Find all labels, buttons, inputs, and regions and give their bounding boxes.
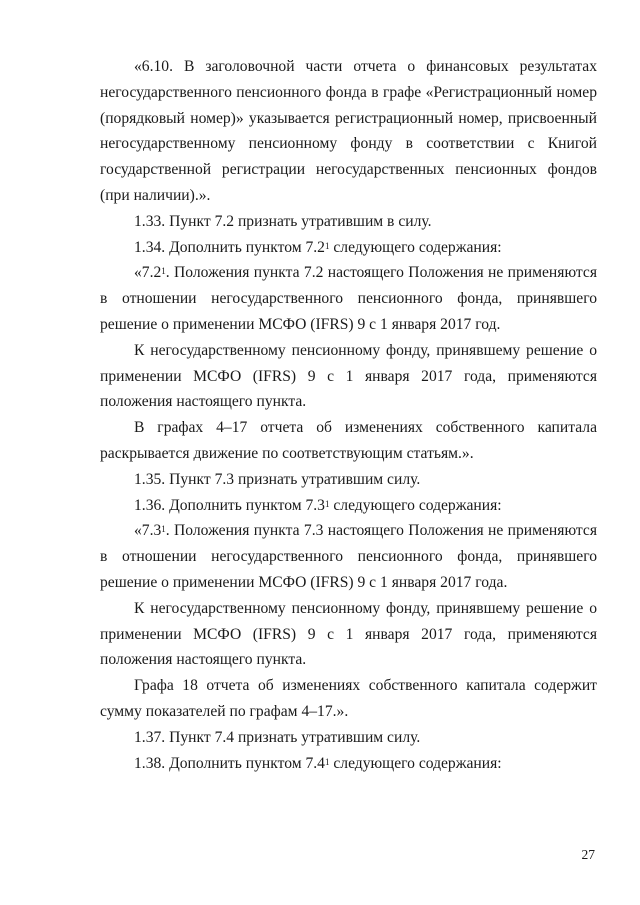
paragraph-text: К негосударственному пенсионному фонду, принявшему решение о применении МСФО (IFRS) 9 с 1 января 2017 года, применяются положения настоящего пункта. — [100, 599, 597, 669]
paragraph-text: 1.35. Пункт 7.3 признать утратившим силу. — [134, 470, 421, 488]
superscript: 1 — [161, 524, 166, 535]
paragraph-text: «7.2 — [134, 264, 162, 282]
paragraph-text-continued: . Положения пункта 7.3 настоящего Положения не применяются в отношении негосударственного пенсионного фонда, принявшего решение о применении МСФО (IFRS) 9 с 1 января 2017 года. — [100, 522, 597, 591]
paragraph-7-2-1 — [100, 260, 597, 337]
paragraph-text: 1.34. Дополнить пунктом 7.2 — [134, 238, 325, 256]
superscript: 1 — [324, 498, 330, 509]
paragraph-1-33 — [100, 209, 597, 235]
paragraph-1-34 — [100, 235, 597, 261]
superscript: 1 — [324, 240, 330, 251]
paragraph-text: 1.37. Пункт 7.4 признать утратившим силу. — [134, 728, 421, 746]
paragraph-ifrs-7-2 — [100, 338, 597, 415]
paragraph-text-continued: . Положения пункта 7.2 настоящего Положения не применяются в отношении негосударственного пенсионного фонда, принявшего решение о применении МСФО (IFRS) 9 с 1 января 2017 год. — [100, 264, 597, 333]
paragraph-ifrs-7-3 — [100, 596, 597, 673]
page-number: 27 — [581, 847, 595, 862]
paragraph-text-continued: следующего содержания: — [329, 238, 502, 256]
paragraph-text: К негосударственному пенсионному фонду, принявшему решение о применении МСФО (IFRS) 9 с 1 января 2017 года, применяются положения настоящего пункта. — [100, 341, 597, 411]
paragraph-1-37 — [100, 725, 597, 751]
paragraph-1-36 — [100, 493, 597, 519]
paragraph-6-10 — [100, 54, 597, 209]
paragraph-text: «6.10. В заголовочной части отчета о финансовых результатах негосударственного пенсионного фонда в графе «Регистрационный номер (порядковый номер)» указывается регистрационный номер, присвоенный негосударственному пенсионному фонду в соответствии с Книгой государственной регистрации негосударственных пенсионных фондов (при наличии).». — [100, 58, 597, 204]
document-body — [100, 54, 597, 776]
paragraph-text: Графа 18 отчета об изменениях собственного капитала содержит сумму показателей по графам 4–17.». — [100, 677, 597, 720]
superscript: 1 — [324, 756, 330, 767]
paragraph-text-continued: следующего содержания: — [329, 754, 502, 772]
paragraph-1-35 — [100, 467, 597, 493]
paragraph-1-38 — [100, 751, 597, 777]
paragraph-text: В графах 4–17 отчета об изменениях собственного капитала раскрывается движение по соответствующим статьям.». — [100, 419, 597, 462]
paragraph-text-continued: следующего содержания: — [329, 496, 502, 514]
paragraph-text: 1.33. Пункт 7.2 признать утратившим в силу. — [134, 212, 432, 230]
paragraph-text: 1.38. Дополнить пунктом 7.4 — [134, 754, 325, 772]
paragraph-columns-4-17 — [100, 415, 597, 467]
paragraph-7-3-1 — [100, 518, 597, 595]
superscript: 1 — [161, 266, 166, 277]
paragraph-text: 1.36. Дополнить пунктом 7.3 — [134, 496, 325, 514]
paragraph-column-18 — [100, 673, 597, 725]
paragraph-text: «7.3 — [134, 522, 162, 540]
